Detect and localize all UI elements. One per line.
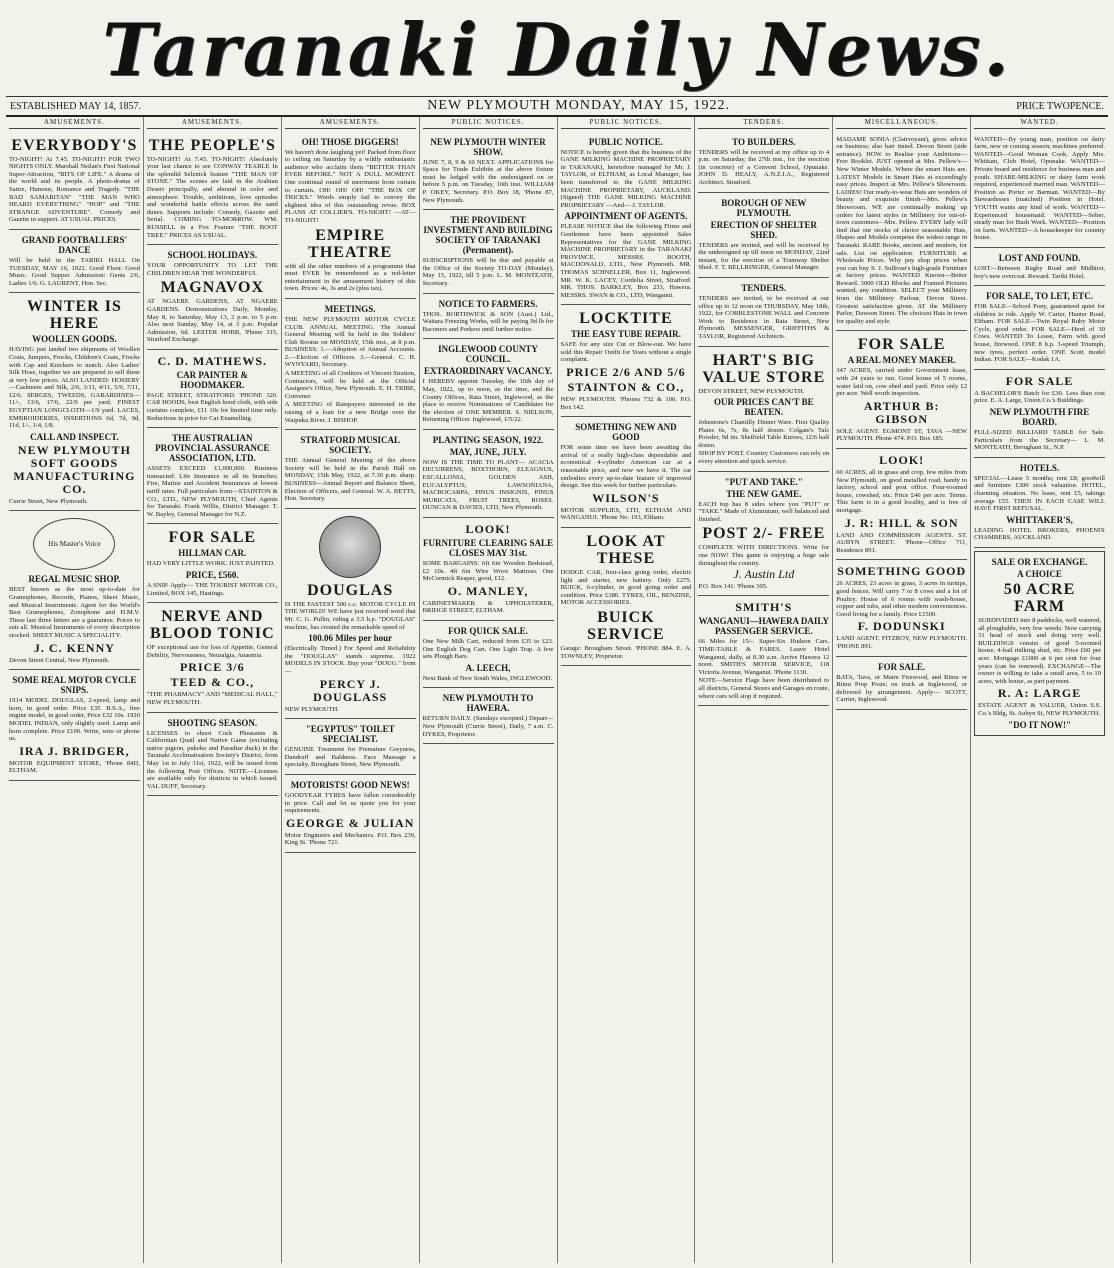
ad-title: EMPIRE THEATRE (308, 226, 393, 261)
ad-builders (698, 132, 829, 193)
ad-diggers (285, 132, 416, 299)
ad-egyptus (285, 719, 416, 775)
ad-title: MEETINGS. (324, 303, 376, 314)
ad-peoples (147, 132, 278, 246)
ad-title: EVERYBODY'S (11, 136, 138, 154)
ad-musical-society (285, 430, 416, 509)
ad-title: LOOK! (465, 522, 511, 537)
ad-body: NEW PLYMOUTH. 'Phones 732 & 100. P.O. Box 142. (560, 396, 692, 411)
ad-subtitle: HILLMAN CAR. (178, 548, 247, 559)
ad-subtitle: EXTRAORDINARY VACANCY. (423, 366, 553, 377)
ad-tonic (147, 603, 278, 712)
ad-subtitle: WOOLLEN GOODS. (32, 334, 117, 345)
ad-hawera-service (423, 688, 554, 744)
ad-provident (423, 210, 554, 293)
ad-title: FOR SALE (1005, 373, 1074, 388)
ad-price: PRICE 3/6 (179, 660, 245, 675)
ad-magnavox (147, 245, 278, 350)
ad-body: NOTE—Service Flags have been distributed to all districts, General Stores and Garages en route, where cars will stop if required. (698, 677, 830, 700)
ad-title: "PUT AND TAKE." (724, 476, 803, 487)
ad-title: OH! THOSE DIGGERS! (301, 136, 399, 147)
ad-body: 1914 MODEL DOUGLAS, 2-speed, lamp and horn, in good order. Price £35. B.S.A., free engine model, in good order, Price £32 10s. 1920 MODEL INDIAN, only slightly used. Lamp and horn complete. Price £100. Write, wire or phone us. (9, 697, 140, 743)
ad-title: WILSON'S (592, 490, 660, 505)
ad-body: DEVON STREET, NEW PLYMOUTH. (698, 387, 805, 395)
ad-subtitle: ERECTION OF SHELTER SHED. (710, 219, 817, 240)
ad-harts (698, 347, 829, 472)
ad-mathews (147, 350, 278, 428)
ad-title: FOR QUICK SALE. (448, 626, 528, 636)
ad-body: SUBSCRIPTIONS will be due and payable at the Office of the Society TO-DAY (Monday), May 15, 1922, till 5 p.m. L. M. MONTEATH, Secretary. (422, 257, 554, 287)
ad-title: APPOINTMENT OF AGENTS. (564, 211, 688, 222)
ad-slogan: "DO IT NOW!" (1008, 719, 1071, 730)
ad-dance (9, 230, 140, 293)
ad-body: NEW PLYMOUTH. (284, 705, 339, 713)
column-3 (282, 117, 420, 1263)
ad-body: RETURN DAILY. (Sundays excepted.) Depart—New Plymouth (Currie Street), Daily, 7 a.m. C. DYKES, Proprietor. (422, 715, 554, 738)
ad-sale-exchange (974, 551, 1105, 736)
ad-body: SPECIAL—Lease 5 months; rent £8; goodwill and furniture £300 stock valuation. HOTEL, charming situation. No lease, rent £5, takings average £55. THEN IN EACH CASE WILL HAVE FIRST REFUSAL. (974, 474, 1105, 513)
ad-title: TO BUILDERS. (732, 136, 796, 147)
ad-motorcycle (9, 670, 140, 781)
ad-title: SOMETHING GOOD (837, 564, 967, 579)
column-7 (833, 117, 971, 1263)
ad-bachelor (974, 370, 1105, 458)
ad-body: AT NGAERE GARDENS, AT NGAERE GARDENS. Demonstrations Daily, Monday, May 8, to Saturday, May 13, 2 p.m. to 5 p.m. Also next Sunday, May 14, at 3 p.m. Popular Admission, 6d. LESTER HOBB, 'Phone 315, Stratford Exchange. (146, 298, 278, 344)
ad-body: OF exceptional use for loss of Appetite, General Debility, Nervousness, Neuralgia, Anaemia. (146, 644, 278, 659)
ad-title: SCHOOL HOLIDAYS. (167, 250, 258, 261)
ad-title: TEED & CO., (170, 675, 255, 690)
ad-title: PERCY J. DOUGLASS (313, 676, 388, 704)
column-5 (558, 117, 696, 1263)
ad-something-good (836, 560, 967, 656)
column-heading: WANTED. (974, 119, 1105, 129)
ad-body: MOTOR EQUIPMENT STORE, 'Phone 84D, ELTHAM. (9, 759, 140, 775)
column-heading: PUBLIC NOTICES. (423, 119, 554, 129)
ad-subtitle: A CHOICE (1017, 568, 1062, 579)
ad-body: HAD VERY LITTLE WORK. JUST PAINTED. (146, 560, 275, 568)
column-heading: AMUSEMENTS. (285, 119, 416, 129)
ad-title: FOR SALE (168, 529, 257, 547)
masthead (6, 4, 1108, 97)
ad-put-and-take (698, 472, 829, 597)
column-heading: TENDERS. (698, 119, 829, 129)
ad-something-new (561, 417, 692, 528)
ad-title: SOMETHING NEW AND GOOD (575, 422, 677, 443)
ad-title: F. DODUNSKI (857, 619, 946, 634)
ad-planting (423, 430, 554, 518)
ad-speed: 100.06 Miles per hour (308, 633, 393, 644)
ad-body: Will be held in the TARIKI HALL On TUESDAY, MAY 16, 1922. Good Floor. Good Music. Good Supper. Admission: Gents 2/6, Ladies 1/6. G. LAURENT, Hon. Sec. (9, 256, 140, 287)
laughing-face-illustration (319, 516, 381, 578)
ad-body: WANTED—By young man, position on dairy farm, new or coming season; machines preferred. WANTED—Good Woman Cook. Apply Mrs. Whittam, Club Hotel, Opunake. WANTED—Private board and residence for business man and youth. SHARE-MILKING or dairy farm work required, experienced married man. WANTED—Position as Porter or Barman. WANTED—By Stewardesses (matched) Position in Hotel. YOUTH wants any kind of work. WANTED—Experienced housemaid. WANTED—Sober, steady man for Bush Work. WANTED—Position on farm. WANTED—A housekeeper for country house. (974, 135, 1105, 242)
ad-body: 347 ACRES, carried under Government lease, with 24 years to run. Good house of 5 rooms, water laid on, cow shed and yard. Price only £2 per acre. Well worth inspection. (836, 367, 968, 398)
ad-subtitle: WANGANUI—HAWERA DAILY PASSENGER SERVICE. (698, 616, 830, 637)
ad-quick-sale (423, 621, 554, 688)
ad-title: REGAL MUSIC SHOP. (28, 574, 121, 585)
ad-body: TO-NIGHT! At 7.45. TO-NIGHT! Absolutely your last chance to see CONWAY TEARLE In the splendid Selznick feature "THE MAN OF STONE." The scenes are laid in the Arabian Desert principally, and abound in color and atmosphere. Trouble, ambitions, love episodes and wonderful battle effects across the sand dunes. Supports include: Comedy, Gazette and Serial. COMING TO-MORROW. WM. RUSSELL in a Fox Feature "THE BOOT TREE." PRICES AS USUAL. (146, 155, 278, 239)
ad-title: NEW PLYMOUTH SOFT GOODS MANUFACTURING CO. (13, 442, 136, 496)
ad-body: COMPLETE WITH DIRECTIONS. Write for one NOW! This game is enjoying a huge sale throughout the country. (698, 544, 830, 567)
ad-hotels (974, 458, 1105, 548)
column-6 (695, 117, 833, 1263)
ad-body: HAVING just landed two shipments of Woollen Coats, Jumpers, Frocks, Children's Coats, Frocks with Cap and Knickers to match. Also Ladies' Silk Hose, together we are prepared to sell these at very low prices. ALSO LANDED: HOSIERY—Cashmere and Silk, 2/6, 3/11, 4/11, 5/9, 7/11, 12/6. SERGES, TWEEDS, GABARDINES—11/-, 13/6, 17/6, 22/9 per yard. FINEST EGYPTIAN LONGCLOTH—1/9 yard. LACES, EMBROIDERIES, INSERTIONS 6d, 7d, 9d, 11d, 1/-, 1/4, 1/8. (9, 346, 140, 430)
ad-body: TENDERS are invited, and will be received by the undersigned up till noon on MONDAY, 22nd instant, for the erection of a Tramway Shelter Shed. F. T. BELLRINGER, General Manager. (698, 241, 830, 272)
ad-title: NOTICE TO FARMERS. (438, 298, 538, 309)
ad-meetings (285, 299, 416, 430)
ad-body: Johnstone's Chantilly Dinner Ware. First Quality Plates 6s, 7s, 8s half dozen. Colgate's Talc Powder, 9d tin. Sheffield Table Knives, 12/6 half dozen. (698, 419, 830, 449)
ad-body: SAFE for any size Cut or Blow-out. We have sold this Repair Outfit for Years without a single complaint. (560, 341, 692, 364)
ad-title: SHOOTING SEASON. (167, 717, 258, 728)
ad-body: Devon Street Central, New Plymouth. (9, 656, 110, 664)
ad-farmers (423, 294, 554, 340)
ad-winter-show (423, 132, 554, 211)
ad-body: FOR some time we have been awaiting the arrival of a really high-class dependable and economical 4-cylinder American car at a reasonable price, and now we have it. The car embodies every up-to-date feature of improved design. See this week for further particulars. (560, 444, 692, 490)
ad-subtitle: FURNITURE CLEARING SALE CLOSES MAY 31st. (423, 538, 554, 559)
ad-body: BATA, Tava, or Maire Firewood, and Rimu or Rimu Prop Posts; on truck at Inglewood, or delivered by arrangement. Apply— SCOTT, Carrier, Inglewood. (836, 673, 968, 704)
column-heading: AMUSEMENTS. (147, 119, 278, 129)
ad-body: GOODYEAR TYRES have fallen considerably in price. Call and let us quote you for your requirements. (284, 791, 416, 815)
ad-shelter-shed (698, 193, 829, 278)
ad-assurance (147, 428, 278, 524)
ad-shooting (147, 713, 278, 797)
ad-body: We haven't done laughing yet! Packed from floor to ceiling on Saturday by a wildly enthusiastic audience who acclaim them "BETTER THAN EVER BEFORE." NOT A DULL MOMENT. One continual round of merriment from curtain to curtain. OH! OH! OH! "THE BOX OF TRICKS." Words simply fail to convey the slightest idea of this outstanding revue. BOX PLANS AT COLLIER'S. TO-NIGHT! —AT— TO-NIGHT! (284, 148, 416, 224)
ad-look-60-acres (836, 449, 967, 560)
ad-body: PAGE STREET, STRATFORD. 'PHONE 320. CAR HOODS, best English hood cloth, with side curtains complete, £11 10s for limited time only. Reductions in price for Car Enamelling. (146, 391, 278, 422)
ad-body: DODGE CAR, first-class going order, electric light and starter, new battery. Only £275. BUICK, 6-cylinder, in good going order and condition. Price £380. TYRES, OIL, BENZINE, MOTOR ACCESSORIES. (560, 569, 692, 607)
ad-body: EACH top has 8 sides where you "PUT" or "TAKE." Made of Aluminium, well balanced and finished. (698, 500, 830, 523)
ad-body: FOR SALE—School Pony, guaranteed quiet for children to ride. Apply W. Carter, Hunter Road, Eltham. FOR SALE—Twin Royal Ruby Motor Cycle, good order. FOR SALE—Herd of 30 Cows. WANTED To Lease, Farm with good house, firewood. ONE 8 h.p. 3-speed Triumph, new tyres, perfect order. ONE Scott model Indian. FOR SALE—Kodak 1A. (974, 303, 1105, 364)
ad-subtitle: CALL AND INSPECT. (30, 431, 119, 442)
ad-subtitle: THE NEW GAME. (726, 488, 802, 499)
ad-wanted (974, 132, 1105, 248)
his-masters-voice-logo: His Master's Voice (33, 518, 115, 570)
ad-subtitle: OUR PRICES CAN'T BE BEATEN. (714, 397, 814, 418)
ad-body: NOW IS THE TIME TO PLANT— ACACIA DECURRENS, BOXTHORN, ELEAGNUS, ESCALLONIA, GOLDEN ASH, EUCALYPTUS, LAWSONIANA, MACROCARPA, PINUS INSIGNIS, PINUS MURICATA, FRUIT TREES, ROSES. DUNCAN & DAVIES, LTD, New Plymouth. (422, 458, 554, 512)
ad-title: BUICK SERVICE (587, 608, 665, 643)
columns (6, 117, 1108, 1263)
ad-body: A MEETING of Ratepayers interested in the raising of a loan for a new Bridge over the Waipuku River. J. BISHOP. (284, 401, 416, 424)
ad-title: SOME REAL MOTOR CYCLE SNIPS. (12, 675, 137, 696)
issue-date: NEW PLYMOUTH MONDAY, MAY 15, 1922. (427, 98, 731, 113)
ad-body: Motor Engineers and Mechanics. P.O. Box 239, King St. 'Phone 721. (284, 831, 416, 847)
ad-body: ESTATE AGENT & VALUER, Union S.S. Co.'s Bldg, St. Aubyn St, NEW PLYMOUTH. (978, 702, 1101, 717)
ad-body: "THE PHARMACY" AND "MEDICAL HALL," NEW PLYMOUTH. (146, 691, 278, 706)
ad-body: Next Bank of New South Wales, INGLEWOOD. (422, 674, 552, 682)
ad-body: Currie Street, New Plymouth. (9, 497, 88, 505)
ad-body: TENDERS will be received at my office up to 4 p.m. on Saturday, the 27th inst., for the erection (in concrete) of a Convent School, Opunake. JOHN D. HEALY, A.N.Z.I.A., Registered Architect. Stratford. (698, 148, 830, 186)
ad-title: NEW PLYMOUTH TO HAWERA. (442, 693, 534, 714)
ad-tenders (698, 278, 829, 347)
ad-everybodys (9, 132, 140, 230)
dateline (6, 97, 1108, 117)
ad-title: STRATFORD MUSICAL SOCIETY. (300, 435, 400, 456)
ad-body: A SNIP. Apply— THE TOURIST MOTOR CO., Limited, BOX 145, Hastings. (146, 582, 278, 597)
newspaper-title: Taranaki Daily News. (102, 7, 1012, 92)
ad-title: C. D. MATHEWS. (157, 353, 268, 368)
ad-smiths (698, 596, 829, 706)
ad-title: J. R: HILL & SON (844, 515, 959, 530)
ad-locktite (561, 305, 692, 417)
ad-title: IRA J. BRIDGER, (19, 743, 130, 758)
ad-firewood (836, 657, 967, 710)
ad-body: FULL-SIZED BILLIARD TABLE for Sale. Particulars from the Secretary— L. M. MONTEATH, Brougham St., N.P. (974, 429, 1105, 452)
ad-body: 26 ACRES, 23 acres in grass, 3 acres in turnips, good fences. Will carry 7 or 8 cows and a lot of Poultry. House of 6 rooms with wash-house, copper and tubs, and other modern conveniences. Good living for a family. Price £1500. (836, 580, 968, 618)
signature-image: J. Austin Ltd (733, 567, 795, 582)
ad-subtitle: MAY, JUNE, JULY. (449, 446, 527, 457)
ad-body: 66 Miles for 15/-. Super-Six Hudson Cars. TIME-TABLE & FARES. Leave Hotel Wanganui, daily, at 8.30 a.m. Arrive Hawera 12 noon. SMITH'S MOTOR SERVICE, 118 Victoria Avenue, Wanganui. 'Phone 1130. (698, 638, 830, 676)
ad-body: with all the other numbers of a programme that must EVER be remembered as a red-letter entertainment in the amusement history of this town. Prices: 4s, 3s and 2s (plus tax). (284, 262, 416, 293)
ad-douglas (285, 509, 416, 719)
column-heading: PUBLIC NOTICES. (561, 119, 692, 129)
ad-title: NERVE AND BLOOD TONIC (149, 608, 275, 643)
ad-title: BOROUGH OF NEW PLYMOUTH. (721, 197, 807, 218)
ad-body: MADAME SONIA (Clairvoyant), gives advice on business; also hair tinted. Devon Street (side entrance). HOW to Realise your Ambitions—Free Booklet. JUST opened at Mrs. Pellew's—New Winter Models. Where the smart Hats are. LATEST Models in Smart Hats at exceedingly easy prices. Inspect at Mrs. Pellew's Showroom. LADIES! Our ready-to-wear Hats are wonders of beauty and exquisite finish—Mrs. Pellew's Showroom. WE are continually making up orders for latest styles in Millinery for out-of-town customers—Mrs. Pellew. EVERY lady will find that our stocks of choice seasonable Hats, Shapes and Models comprise the widest range in Taranaki. RARE Books, ancient and modern, for sale. List on application. FURNITURE at Wholesale Prices. Why pay shop prices when you can buy S. J. Sullivan's high-grade Furniture at factory prices. WANTED Known—Better Reward. 3000 OLD Blocks and Framed Pictures wanted, any condition. SELECT your Millinery from the Millinery Parlour, Devon Street. Greatest satisfaction given. AT the Millinery Parlor, Dawson Street. The choicest Hats in town for quality and style. (836, 135, 968, 325)
ad-furniture (423, 518, 554, 621)
ad-body: THOS. BORTHWICK & SON (Aust.) Ltd., Waitara Freezing Works, will be paying 9d lb for Baconers and Porkers until further notice. (422, 310, 554, 333)
established-date: ESTABLISHED MAY 14, 1857. (10, 100, 141, 112)
ad-farm: 50 ACRE FARM (1003, 580, 1076, 615)
ad-body: LAND AND COMMISSION AGENTS. ST. AUBYN STREET. 'Phone—Office 711, Residence 891. (836, 531, 968, 554)
ad-body: A BACHELOR'S Batch for £30. Less than cost price. E. A. Large, Union Co.'s Buildings. (974, 389, 1105, 405)
ad-motorists (285, 775, 416, 853)
ad-body: 60 ACRES, all in grass and crop, few miles from New Plymouth, on good metalled road, handy to factory, school and post office. Four-roomed house, cowshed, etc. Price £46 per acre. Terms. This farm is in a good locality, and is free of mortgage. (836, 469, 968, 514)
ad-body: TENDERS are invited, to be received at our office up to 12 noon on THURSDAY, May 18th, 1922, for COBBLESTONE WALL and Concrete Work to Residence in Rata Street, New Plymouth. MESSENGER, GRIFFITHS & TAYLOR, Registered Architects. (698, 294, 830, 340)
ad-body: MOTOR SUPPLIES, LTD, ELTHAM AND WANGANUI. 'Phone No. 193, Eltham. (560, 506, 692, 522)
ad-body: NOTICE is hereby given that the business of the GANE MILKING MACHINE PROPRIETARY in TARANAKI, heretofore managed by Mr. J. TAYLOR, of ELTHAM, as Local Manager, has been transferred to the GANE MILKING MACHINE PROPRIETARY, AUCKLAND. (Signed) THE GANE MILKING MACHINE PROPRIETARY —And— J. TAYLOR. (560, 148, 692, 209)
ad-body: SHOP BY POST. Country Customers can rely on every attention and quick service. (698, 450, 830, 466)
ad-title: PLANTING SEASON, 1922. (432, 434, 544, 445)
ad-title: WINTER IS HERE (27, 298, 122, 333)
ad-body: THE Annual General Meeting of the above Society will be held in the Parish Hall on MONDAY, 15th May, 1922, at 7.30 p.m. sharp. BUSINESS—Annual Report and Balance Sheet, Election of Officers, and General. W. A. BETTS, Hon. Secretary. (284, 457, 416, 503)
ad-title: NEW PLYMOUTH FIRE BOARD. (989, 407, 1090, 428)
ad-body: A MEETING of all Creditors of Vincent Stratton, Contractors, will be held at the Official Assignee's Office, New Plymouth. E. H. TRIBE, Convener. (284, 370, 416, 400)
ad-body: SUBDIVIDED into 8 paddocks, well watered, all ploughable, very few weeds. Now carrying 31 head of stock and doing very well. BUILDINGS consist of good 5-roomed house, 4-bail milking shed, etc. Price £60 per acre. Mortgage £1000 at 6 per cent for four years (can be renewed). EXCHANGE—The owner is willing to take a small area, 5 to 10 acres, with house, as part payment. (978, 616, 1101, 685)
ad-price: PRICE 2/6 AND 5/6 (566, 365, 686, 380)
ad-body: GENUINE Treatment for Premature Greyness, Dandruff and Baldness. Face Massage a specialty. Brougham Street, New Plymouth. (284, 746, 416, 769)
ad-subtitle: A REAL MONEY MAKER. (847, 355, 956, 366)
ad-title: "EGYPTUS" TOILET SPECIALIST. (305, 724, 395, 745)
ad-lost-found (974, 248, 1105, 286)
ad-body: CABINETMAKER & UPHOLSTERER, BRIDGE STREET, ELTHAM. (422, 599, 554, 615)
ad-title: PUBLIC NOTICE. (588, 136, 663, 147)
ad-title: ARTHUR B: GIBSON (863, 398, 940, 426)
ad-title: INGLEWOOD COUNTY COUNCIL. (438, 344, 538, 365)
ad-title: FOR SALE. (878, 661, 926, 672)
ad-title: FOR SALE (857, 336, 946, 354)
ad-title: LOOK AT THESE (586, 533, 666, 567)
ad-winter (9, 293, 140, 511)
ad-body: LOST—Between Rugby Road and Midhirst, boy's new overcoat. Reward. Tariki Hotel. (974, 264, 1105, 280)
ad-title: GEORGE & JULIAN (286, 815, 415, 830)
ad-title: WHITTAKER'S, (1006, 514, 1073, 525)
ad-body: YOUR OPPORTUNITY TO LET THE CHILDREN HEAR THE WONDERFUL (146, 262, 278, 277)
ad-title: FOR SALE, TO LET, ETC. (986, 291, 1093, 302)
ad-subtitle: THE EASY TUBE REPAIR. (571, 329, 681, 340)
ad-body: TO-NIGHT! At 7.45. TO-NIGHT! FOR TWO NIGHTS ONLY. Marshall Neilan's First National Super-Attraction, "BITS OF LIFE." A drama of the world and its people. A photo-drama of Satire, Humour, Romance and Tragedy. "THE BAD SAMARITAN" "THE MAN WHO HEARD EVERYTHING" "HOP" and "THE STRANGE ADVENTURE". Comedy and Gazette in support. AT USUAL PRICES. (9, 155, 140, 224)
ad-regal (9, 511, 140, 670)
ad-title: GRAND FOOTBALLERS' DANCE (21, 234, 128, 255)
ad-title: O. MANLEY, (447, 583, 529, 598)
ad-body: One New Milk Cart, reduced from £35 to £23. One English Dog Cart. One Light Trap. A few sets Plough Bars. (422, 638, 554, 661)
ad-body: Garage: Brougham Street. 'PHONE 884. E. A. TOWNLEY, Proprietor. (560, 644, 692, 660)
ad-price: PRICE, £560. (185, 570, 239, 580)
ad-county-council (423, 339, 554, 430)
ad-body: THE NEW PLYMOUTH MOTOR CYCLE CLUB. ANNUAL MEETING. The Annual General Meeting will be held in the Soldiers' Club Rooms on MONDAY, 15th inst., at 8 p.m. BUSINESS: 1.—Adoption of Annual Accounts. 2.—Election of Officers. 3.—General. C. H. WYNYARD, Secretary. (284, 315, 416, 369)
ad-title: HOTELS. (1019, 462, 1060, 473)
ad-misc (836, 132, 967, 332)
ad-title: THE PEOPLE'S (148, 136, 276, 154)
ad-body: SOLE AGENT. EGMONT ST, TAVA —NEW PLYMOUTH. Phone 474. P.O. Box 185. (836, 427, 968, 443)
ad-title: THE AUSTRALIAN PROVINCIAL ASSURANCE ASSOCIATION, LTD. (155, 433, 270, 464)
ad-title: LOOK! (879, 453, 925, 467)
column-4 (420, 117, 558, 1263)
ad-body: JUNE 7, 8, 9 & 10 NEXT. APPLICATIONS for Space for Trade Exhibits at the above fixture must be lodged with the undersigned on or before 5 p.m. on Tuesday, 16th inst. WILLIAM P. OKEY, Secretary. P.O. Box 18, 'Phone 87, New Plymouth. (422, 158, 554, 204)
ad-title: SALE OR EXCHANGE. (991, 556, 1088, 567)
ad-body: P.O. Box 141. 'Phone 305. (698, 582, 768, 590)
ad-title: STAINTON & CO., (567, 380, 685, 395)
ad-title: J. C. KENNY (33, 640, 115, 655)
ad-gane (561, 132, 692, 306)
ad-body: LEADING HOTEL BROKERS, PHOENIX CHAMBERS, AUCKLAND. (974, 526, 1105, 542)
ad-body: LAND AGENT. FITZROY, NEW PLYMOUTH. 'PHONE 891. (836, 635, 968, 650)
ad-title: TENDERS. (741, 282, 787, 293)
ad-title: LOCKTITE (579, 310, 673, 328)
ad-title: NEW PLYMOUTH WINTER SHOW. (430, 136, 546, 157)
ad-title: MAGNAVOX (160, 279, 264, 297)
ad-body: SOME BARGAINS: 6ft 6in Wooden Bedstead, £2 10s. 4ft 6in Wire Wove Mattress. One McCormick Reaper, good, £12. (422, 560, 554, 583)
ad-body: LICENSES to shoot Cock Pheasants & Californian Quail and Native Game (excluding native pigeon, pukeko and Paradise duck) in the Taranaki Acclimatisation Society's District, from May 1st to July 31st, 1922, will be issued from the following Post Offices. NOTE.—Licenses are available only for districts in which issued. VAL DUFF, Secretary. (146, 729, 278, 790)
ad-for-sale-to-let (974, 286, 1105, 370)
ad-title: R. A: LARGE (997, 686, 1082, 701)
ad-title: HART'S BIG VALUE STORE (702, 351, 826, 386)
ad-title: LOST AND FOUND. (998, 252, 1081, 263)
ad-body: PLEASE NOTICE that the following Firms and Gentlemen have been appointed Sales Representatives for the GANE MILKING MACHINE PROPRIETARY in the TARANAKI PROVINCE. MESSRS. BOOTH, MACDONALD, LTD., New Plymouth. MR. THOMAS SCHNELLER, Box 11, Inglewood. MR. W. K. LACEY, Cordelia Street, Stratford. MR. THOS. BARKLEY, Box 233, Hawera. MESSRS. SWAN & CO., LTD, Wanganui. (560, 223, 692, 299)
ad-look-at-these (561, 528, 692, 666)
ad-title: DOUGLAS (307, 581, 394, 599)
column-8 (971, 117, 1108, 1263)
column-2 (144, 117, 282, 1263)
ad-body: (Electrically Timed.) For Speed and Reliability the "DOUGLAS" stands supreme. 1922 MODELS IN STOCK. Buy your "DOUG." from— (284, 645, 416, 675)
ad-body: BEST known as the most up-to-date for Gramophones, Records, Pianos, Sheet Music, and Musical Instruments. Agent for the World's Best Gramophones, Zonophone and H.M.V. These last three letters are a guarantee. Prices to suit all. Musical Instruments of every description stocked. SHEET MUSIC A SPECIALITY. (9, 586, 140, 639)
ad-title: THE PROVIDENT INVESTMENT AND BUILDING SOCIETY OF TARANAKI (Permanent). (423, 215, 553, 256)
column-heading: AMUSEMENTS. (9, 119, 140, 129)
column-heading: MISCELLANEOUS. (836, 119, 967, 129)
ad-body: ASSETS EXCEED £1,000,000. Business transacted: Life Insurance in all its branches; Fire, Marine and Accident Insurances at lowest tariff rates. Full particulars from—STAINTON & CO., LTD., NEW PLYMOUTH, Chief Agents for Taranaki. Frank Willis, District Manager. T. W. Bayley, General Manager for N.Z. (146, 465, 278, 518)
ad-title: SMITH'S (735, 600, 793, 615)
ad-title: MOTORISTS! GOOD NEWS! (290, 779, 410, 790)
column-1 (6, 117, 144, 1263)
ad-price: POST 2/- FREE (702, 525, 826, 543)
ad-hillman (147, 524, 278, 603)
ad-money-maker (836, 331, 967, 449)
price: PRICE TWOPENCE. (1016, 100, 1104, 112)
ad-body: IS THE FASTEST 500 c.c. MOTOR CYCLE IN THE WORLD! WE have just received word that Mr. C. G. Pullin, riding a 3.5 h.p. "DOUGLAS" machine, has created the remarkable speed of (284, 600, 416, 631)
ad-body: I HEREBY appoint Tuesday, the 16th day of May, 1922, up to noon, as the time, and the County Offices, Rata Street, Inglewood, as the place to receive Nominations of Candidates for the election of ONE MEMBER. S. NIELSON, Returning Officer. Inglewood, 1/5/22. (422, 378, 554, 424)
ad-subtitle: CAR PAINTER & HOODMAKER. (176, 369, 248, 390)
ad-title: A. LEECH, (465, 662, 511, 673)
